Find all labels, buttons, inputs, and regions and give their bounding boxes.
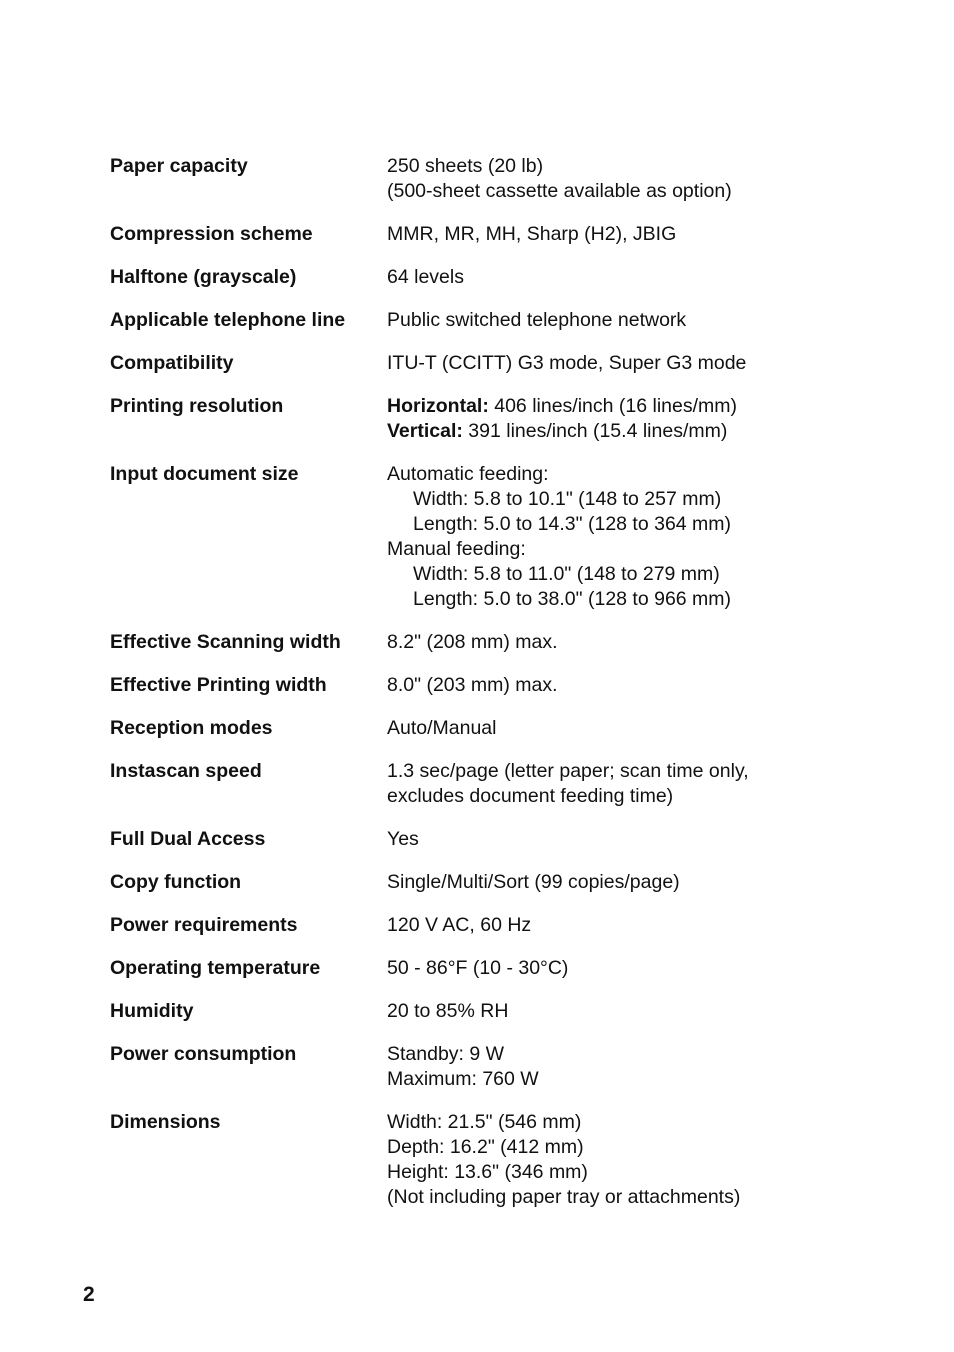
page-number: 2: [83, 1283, 95, 1306]
spec-value-line: [387, 462, 810, 487]
spec-value-text: Maximum: 760 W: [387, 1068, 539, 1090]
spec-value: [387, 351, 810, 376]
spec-value-text: 406 lines/inch (16 lines/mm): [488, 395, 738, 417]
spec-value-text: 64 levels: [387, 266, 464, 288]
spec-value: [387, 308, 810, 333]
spec-value-line: [387, 587, 810, 612]
spec-value-key: Vertical:: [387, 420, 463, 442]
spec-label: Power consumption: [110, 1043, 297, 1065]
spec-row: [110, 630, 810, 655]
spec-value-text: Standby: 9 W: [387, 1043, 505, 1065]
spec-value: [387, 462, 810, 612]
spec-value-line: [387, 512, 810, 537]
spec-value-line: [387, 419, 810, 444]
spec-value-line: [387, 1160, 810, 1185]
spec-value-text: 120 V AC, 60 Hz: [387, 914, 532, 936]
spec-row: [110, 351, 810, 376]
spec-value-line: [387, 1067, 810, 1092]
spec-label: Compatibility: [110, 352, 234, 374]
spec-value: [387, 394, 810, 444]
spec-value-line: [387, 487, 810, 512]
spec-value: [387, 1110, 810, 1210]
spec-value-text: 50 - 86°F (10 - 30°C): [387, 957, 569, 979]
spec-value-line: [387, 827, 810, 852]
spec-value-text: Length: 5.0 to 38.0" (128 to 966 mm): [413, 588, 732, 610]
spec-value-text: Manual feeding:: [387, 538, 526, 560]
spec-value-text: (Not including paper tray or attachments): [387, 1186, 741, 1208]
spec-value-line: [387, 1135, 810, 1160]
spec-value-line: [387, 222, 810, 247]
spec-label: Paper capacity: [110, 155, 248, 177]
spec-value-text: Width: 5.8 to 11.0" (148 to 279 mm): [413, 563, 720, 585]
spec-label: Humidity: [110, 1000, 194, 1022]
spec-value: [387, 827, 810, 852]
spec-row: [110, 222, 810, 247]
spec-value-line: [387, 999, 810, 1024]
spec-value-text: 20 to 85% RH: [387, 1000, 509, 1022]
spec-row: [110, 870, 810, 895]
spec-value-text: 250 sheets (20 lb): [387, 155, 544, 177]
spec-value-line: [387, 784, 810, 809]
spec-value-line: [387, 759, 810, 784]
spec-value: [387, 716, 810, 741]
spec-label: Copy function: [110, 871, 242, 893]
spec-value-line: [387, 394, 810, 419]
spec-value: [387, 222, 810, 247]
spec-value-line: [387, 630, 810, 655]
spec-value: [387, 630, 810, 655]
spec-value-key: Horizontal:: [387, 395, 489, 417]
spec-label: Full Dual Access: [110, 828, 266, 850]
spec-value-line: [387, 351, 810, 376]
spec-value-text: Automatic feeding:: [387, 463, 549, 485]
spec-value: [387, 759, 810, 809]
spec-label: Applicable telephone line: [110, 309, 346, 331]
spec-value-text: Width: 5.8 to 10.1" (148 to 257 mm): [413, 488, 722, 510]
spec-value-text: MMR, MR, MH, Sharp (H2), JBIG: [387, 223, 677, 245]
spec-label: Printing resolution: [110, 395, 284, 417]
spec-row: [110, 308, 810, 333]
spec-label: Instascan speed: [110, 760, 262, 782]
spec-value-line: [387, 1185, 810, 1210]
spec-label: Compression scheme: [110, 223, 313, 245]
spec-row: [110, 1110, 810, 1210]
spec-value-line: [387, 870, 810, 895]
spec-value-line: [387, 265, 810, 290]
spec-value-line: [387, 154, 810, 179]
specifications-table: [110, 154, 810, 1228]
spec-row: [110, 759, 810, 809]
spec-row: [110, 913, 810, 938]
spec-value-text: Length: 5.0 to 14.3" (128 to 364 mm): [413, 513, 732, 535]
spec-label: Effective Scanning width: [110, 631, 341, 653]
spec-value-line: [387, 537, 810, 562]
spec-row: [110, 394, 810, 444]
spec-label: Effective Printing width: [110, 674, 327, 696]
spec-label: Halftone (grayscale): [110, 266, 297, 288]
spec-value-line: [387, 179, 810, 204]
spec-label: Power requirements: [110, 914, 298, 936]
spec-label: Dimensions: [110, 1111, 221, 1133]
spec-value-text: Width: 21.5" (546 mm): [387, 1111, 582, 1133]
spec-value-text: excludes document feeding time): [387, 785, 674, 807]
spec-value-line: [387, 1110, 810, 1135]
spec-value: [387, 913, 810, 938]
spec-value: [387, 673, 810, 698]
spec-row: [110, 1042, 810, 1092]
spec-value-line: [387, 1042, 810, 1067]
spec-value: [387, 265, 810, 290]
spec-value-text: Height: 13.6" (346 mm): [387, 1161, 588, 1183]
spec-value-text: 1.3 sec/page (letter paper; scan time only,: [387, 760, 749, 782]
spec-row: [110, 673, 810, 698]
spec-value-text: 8.0" (203 mm) max.: [387, 674, 558, 696]
spec-row: [110, 827, 810, 852]
spec-value-text: (500-sheet cassette available as option): [387, 180, 732, 202]
spec-value-text: Depth: 16.2" (412 mm): [387, 1136, 584, 1158]
spec-value: [387, 956, 810, 981]
spec-value-text: Single/Multi/Sort (99 copies/page): [387, 871, 680, 893]
spec-value-text: Public switched telephone network: [387, 309, 687, 331]
spec-value: [387, 1042, 810, 1092]
spec-label: Reception modes: [110, 717, 273, 739]
spec-value-line: [387, 956, 810, 981]
spec-row: [110, 462, 810, 612]
spec-value-line: [387, 562, 810, 587]
spec-value-text: Auto/Manual: [387, 717, 497, 739]
spec-row: [110, 956, 810, 981]
spec-value-text: 8.2" (208 mm) max.: [387, 631, 558, 653]
spec-row: [110, 154, 810, 204]
spec-value-line: [387, 308, 810, 333]
spec-value: [387, 870, 810, 895]
spec-value-line: [387, 716, 810, 741]
spec-value-line: [387, 673, 810, 698]
spec-row: [110, 265, 810, 290]
spec-value-text: 391 lines/inch (15.4 lines/mm): [462, 420, 728, 442]
spec-value: [387, 154, 810, 204]
spec-row: [110, 716, 810, 741]
spec-row: [110, 999, 810, 1024]
spec-value: [387, 999, 810, 1024]
spec-value-text: Yes: [387, 828, 419, 850]
spec-label: Operating temperature: [110, 957, 321, 979]
spec-label: Input document size: [110, 463, 299, 485]
spec-value-line: [387, 913, 810, 938]
spec-value-text: ITU-T (CCITT) G3 mode, Super G3 mode: [387, 352, 747, 374]
